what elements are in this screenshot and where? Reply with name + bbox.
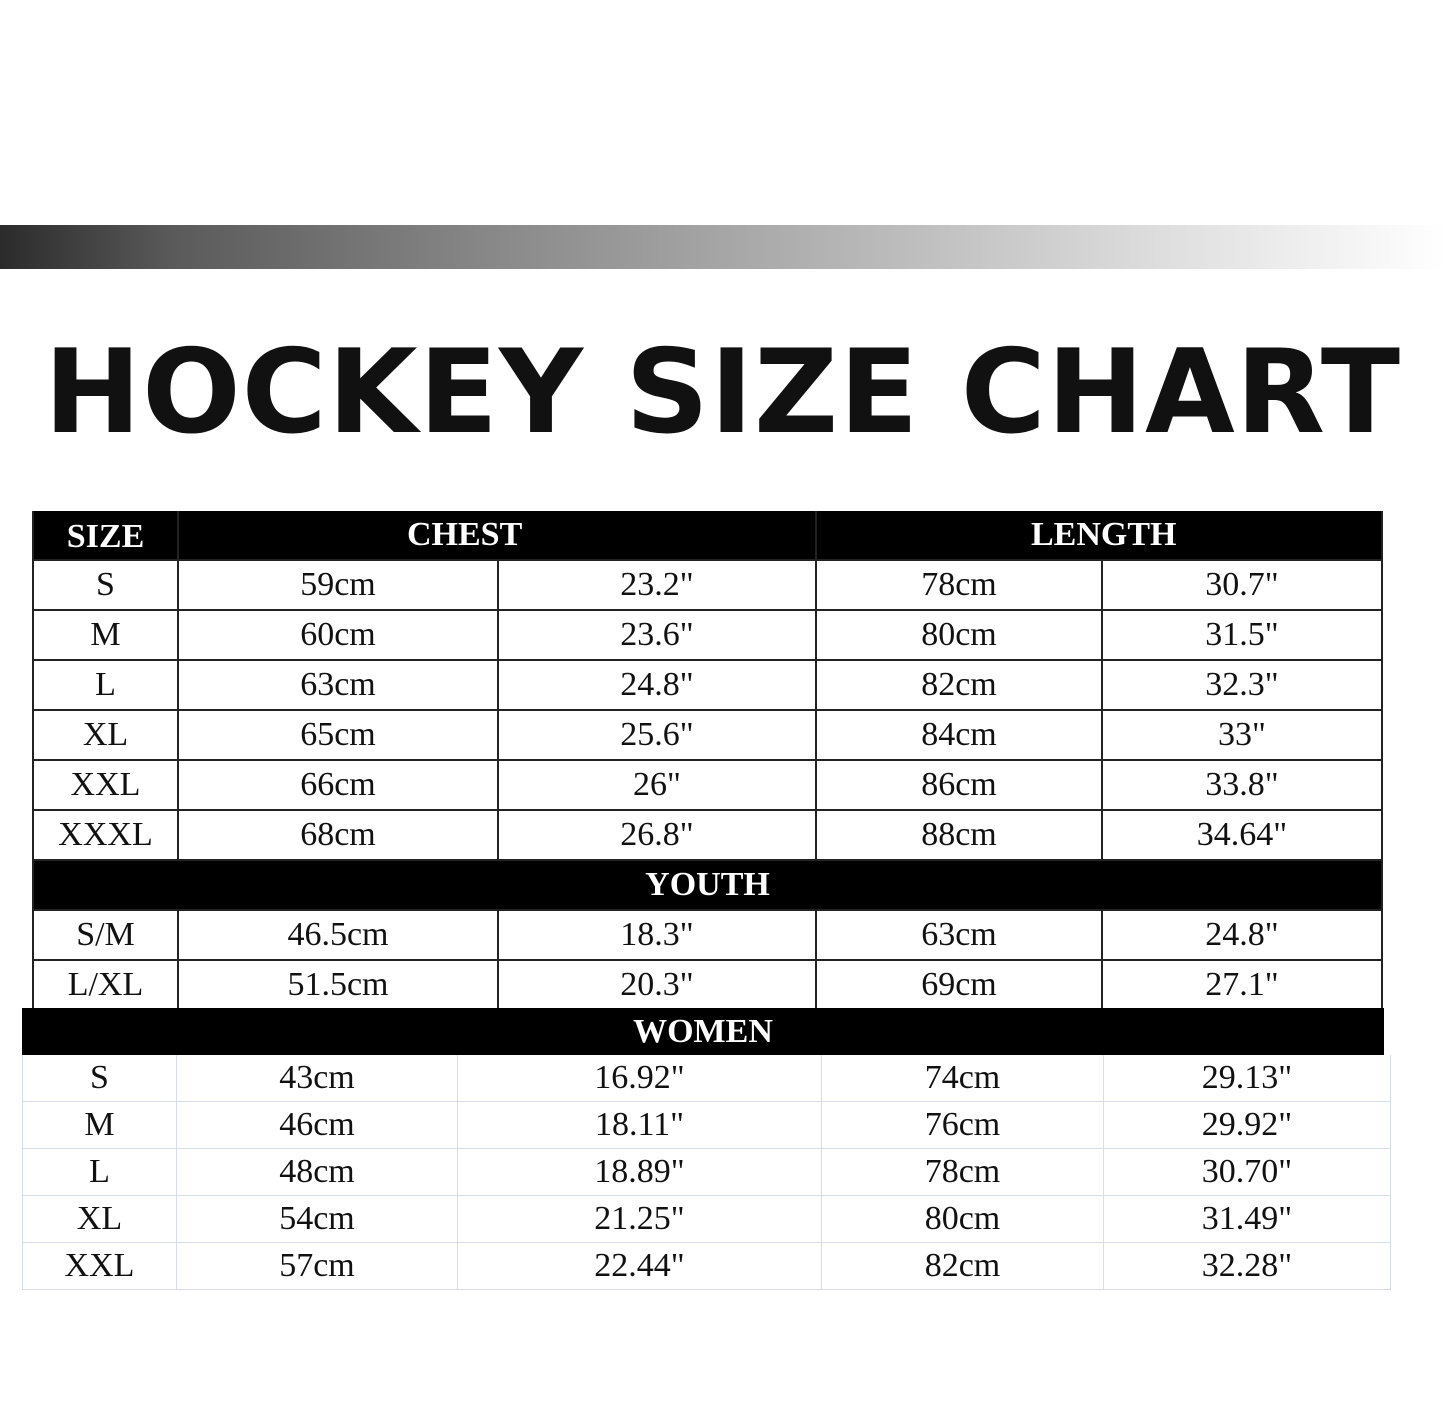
table-cell: 16.92" — [458, 1055, 822, 1102]
table-cell: 68cm — [179, 811, 499, 861]
gradient-divider-bar — [0, 225, 1445, 269]
table-cell: 31.5" — [1103, 611, 1383, 661]
table-cell: 27.1" — [1103, 961, 1383, 1011]
table-cell: XXXL — [32, 811, 179, 861]
adult-row — [32, 811, 1383, 861]
page-title: HOCKEY SIZE CHART — [43, 325, 1401, 460]
adult-row — [32, 661, 1383, 711]
table-cell: S/M — [32, 911, 179, 961]
table-cell: XL — [22, 1196, 177, 1243]
women-row — [22, 1196, 1391, 1243]
table-cell: XL — [32, 711, 179, 761]
table-cell: L — [32, 661, 179, 711]
table-cell: 23.6" — [499, 611, 817, 661]
women-row — [22, 1149, 1391, 1196]
adult-row — [32, 711, 1383, 761]
table-cell: 31.49" — [1104, 1196, 1391, 1243]
table-cell: 29.13" — [1104, 1055, 1391, 1102]
women-row — [22, 1055, 1391, 1102]
table-cell: S — [22, 1055, 177, 1102]
youth-band — [32, 861, 1383, 911]
table-cell: 60cm — [179, 611, 499, 661]
table-cell: 88cm — [817, 811, 1103, 861]
youth-row — [32, 961, 1383, 1011]
table-cell: S — [32, 561, 179, 611]
table-cell: 66cm — [179, 761, 499, 811]
adult-row — [32, 611, 1383, 661]
table-cell: 69cm — [817, 961, 1103, 1011]
table-cell: 18.3" — [499, 911, 817, 961]
table-cell: 24.8" — [1103, 911, 1383, 961]
table-cell: 51.5cm — [179, 961, 499, 1011]
table-cell: 18.11" — [458, 1102, 822, 1149]
table-cell: 84cm — [817, 711, 1103, 761]
table-cell: 26" — [499, 761, 817, 811]
table-cell: 21.25" — [458, 1196, 822, 1243]
table-cell: XXL — [32, 761, 179, 811]
adult-row — [32, 561, 1383, 611]
table-cell: 82cm — [822, 1243, 1104, 1290]
table-cell: 59cm — [179, 561, 499, 611]
table-cell: 26.8" — [499, 811, 817, 861]
table-cell: 43cm — [177, 1055, 458, 1102]
table-cell: 78cm — [822, 1149, 1104, 1196]
table-cell: 74cm — [822, 1055, 1104, 1102]
header-chest: CHEST — [179, 511, 817, 561]
table-cell: 29.92" — [1104, 1102, 1391, 1149]
table-cell: L — [22, 1149, 177, 1196]
table-cell: M — [32, 611, 179, 661]
women-label: WOMEN — [22, 1008, 1384, 1055]
table-cell: 30.70" — [1104, 1149, 1391, 1196]
table-cell: 46.5cm — [179, 911, 499, 961]
table-cell: 32.28" — [1104, 1243, 1391, 1290]
table-cell: 18.89" — [458, 1149, 822, 1196]
table-cell: 54cm — [177, 1196, 458, 1243]
women-band — [22, 1008, 1384, 1055]
table-cell: 22.44" — [458, 1243, 822, 1290]
table-cell: 23.2" — [499, 561, 817, 611]
table-cell: 33.8" — [1103, 761, 1383, 811]
table-cell: 78cm — [817, 561, 1103, 611]
table-cell: 76cm — [822, 1102, 1104, 1149]
youth-label: YOUTH — [32, 861, 1383, 911]
table-cell: 63cm — [817, 911, 1103, 961]
header-length: LENGTH — [817, 511, 1383, 561]
header-size: SIZE — [32, 511, 179, 561]
table-cell: 30.7" — [1103, 561, 1383, 611]
table-cell: 65cm — [179, 711, 499, 761]
youth-row — [32, 911, 1383, 961]
table-cell: 80cm — [817, 611, 1103, 661]
table-cell: M — [22, 1102, 177, 1149]
women-row — [22, 1243, 1391, 1290]
table-cell: 46cm — [177, 1102, 458, 1149]
table-cell: 82cm — [817, 661, 1103, 711]
table-cell: 57cm — [177, 1243, 458, 1290]
table-cell: 80cm — [822, 1196, 1104, 1243]
table-cell: 63cm — [179, 661, 499, 711]
table-cell: 33" — [1103, 711, 1383, 761]
table-cell: 24.8" — [499, 661, 817, 711]
table-cell: XXL — [22, 1243, 177, 1290]
table-cell: 86cm — [817, 761, 1103, 811]
table-cell: 34.64" — [1103, 811, 1383, 861]
table-cell: 48cm — [177, 1149, 458, 1196]
adult-row — [32, 761, 1383, 811]
table-cell: 25.6" — [499, 711, 817, 761]
women-row — [22, 1102, 1391, 1149]
header-row — [32, 511, 1383, 561]
table-cell: L/XL — [32, 961, 179, 1011]
table-cell: 32.3" — [1103, 661, 1383, 711]
table-cell: 20.3" — [499, 961, 817, 1011]
